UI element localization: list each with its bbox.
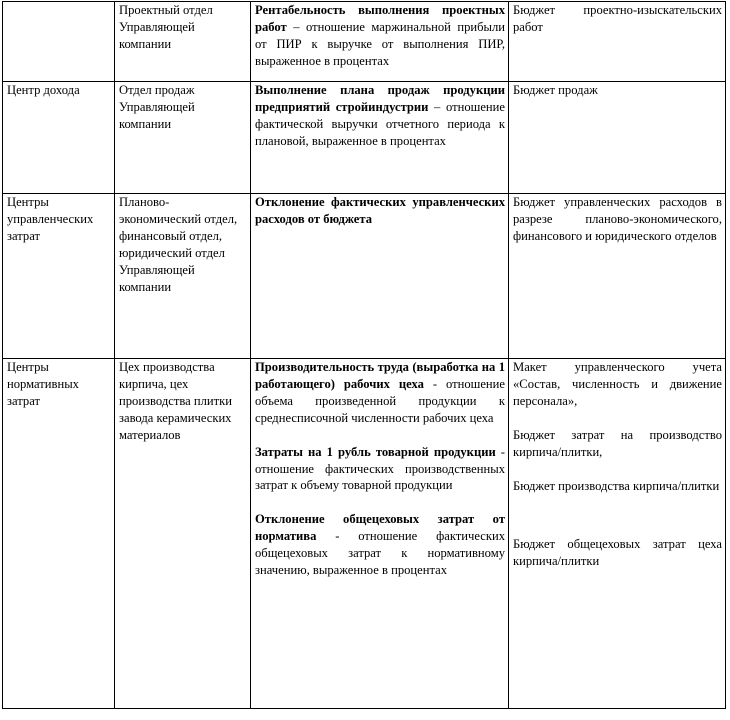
kpi-item [255,194,505,228]
department-cell: Цех производства кирпича, цех производства плитки завода керамических материалов [115,359,251,709]
center-cell: Центры управленческих затрат [3,194,115,359]
budget-item: Бюджет затрат на производство кирпича/плитки, [513,427,722,459]
department-cell: Проектный отдел Управляющей компании [115,2,251,82]
kpi-item [255,444,505,495]
kpi-item [255,359,505,427]
kpi-title: Выполнение плана продаж продукции предприятий стройиндустрии [255,83,505,114]
budget-item: Бюджет производства кирпича/плитки [513,478,720,493]
center-cell [3,2,115,82]
kpi-item [255,511,505,579]
table-row [3,82,726,194]
department-cell: Планово-экономический отдел, финансовый отдел, юридический отдел Управляющей компании [115,194,251,359]
kpi-item [255,2,505,70]
kpi-description: - отношение объема произведенной продукции к среднесписочной численности рабочих цеха [255,376,505,425]
kpi-title: Отклонение общецеховых затрат от норматива [255,512,505,544]
kpi-cell [251,82,509,194]
center-cell: Центр дохода [3,82,115,194]
table-row [3,2,726,82]
kpi-description: - отношение фактических общецеховых затрат к нормативному значению, выраженное в процентах [255,529,505,578]
center-cell: Центры нормативных затрат [3,359,115,709]
kpi-item [255,82,505,150]
kpi-description: – отношение маржинальной прибыли от ПИР к выручке от выполнения ПИР, выраженное в процентах [255,19,505,68]
department-cell: Отдел продаж Управляющей компании [115,82,251,194]
budget-cell [509,82,726,194]
kpi-description: - отношение фактических производственных затрат к объему товарной продукции [255,444,505,493]
budget-item: Бюджет общецеховых затрат цеха кирпича/плитки [513,537,722,569]
budget-cell [509,359,726,709]
budget-cell [509,194,726,359]
table-row [3,359,726,709]
budget-item: Макет управленческого учета «Состав, численность и движение персонала», [513,360,722,408]
kpi-description: – отношение фактической выручки отчетного периода к плановой, выраженное в процентах [255,99,505,148]
kpi-title: Затраты на 1 рубль товарной продукции [255,444,496,459]
budget-item: Бюджет управленческих расходов в разрезе планово-экономического, финансового и юридического отделов [513,195,722,243]
table-row [3,194,726,359]
kpi-cell [251,2,509,82]
kpi-cell [251,359,509,709]
budget-item: Бюджет продаж [513,83,598,97]
kpi-cell [251,194,509,359]
kpi-title: Отклонение фактических управленческих расходов от бюджета [255,195,505,226]
budget-item: Бюджет проектно-изыскательских работ [513,3,722,34]
kpi-title: Рентабельность выполнения проектных работ [255,3,505,34]
kpi-table [2,1,726,709]
budget-cell [509,2,726,82]
kpi-title: Производительность труда (выработка на 1 работающего) рабочих цеха [255,360,505,391]
